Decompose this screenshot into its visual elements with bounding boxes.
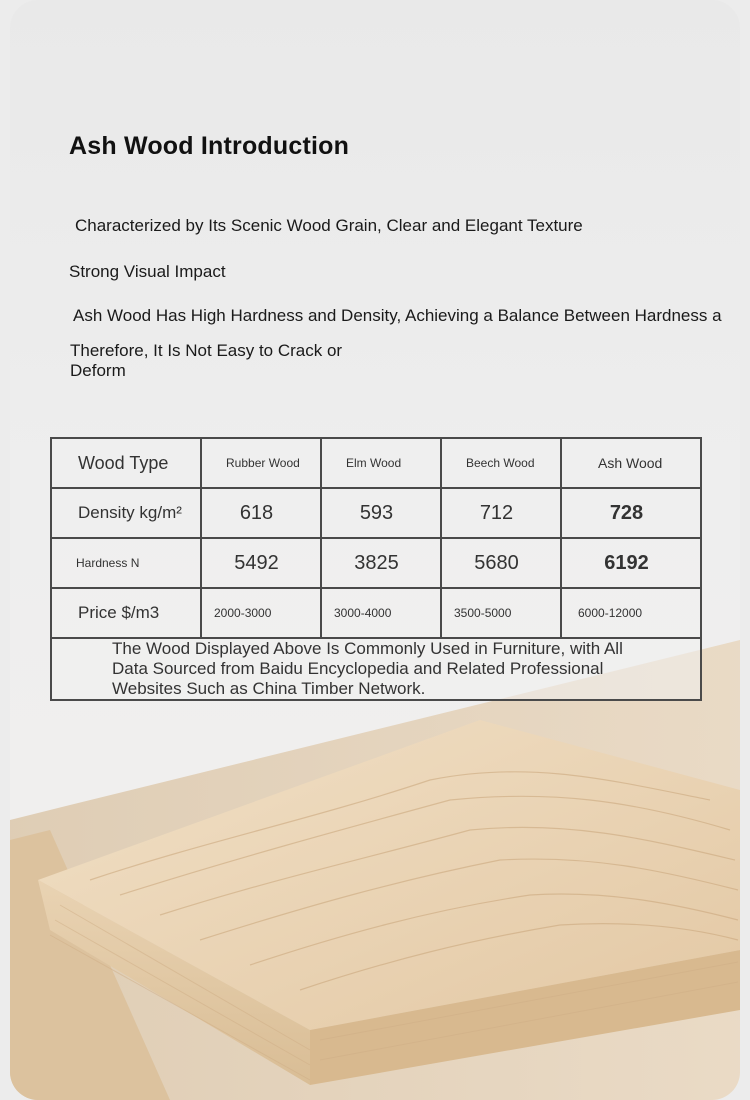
table-header-row: [51, 438, 701, 488]
header-elm-wood: Elm Wood: [321, 438, 441, 488]
price-rubber: 2000-3000: [201, 588, 321, 638]
header-wood-type: Wood Type: [51, 438, 201, 488]
table-note-row: [51, 638, 701, 700]
intro-line-impact: Strong Visual Impact: [69, 262, 226, 281]
price-ash: 6000-12000: [561, 588, 701, 638]
table-row-price: [51, 588, 701, 638]
price-elm: 3000-4000: [321, 588, 441, 638]
header-rubber-wood: Rubber Wood: [201, 438, 321, 488]
wood-comparison-table: [50, 437, 702, 701]
density-beech: 712: [441, 488, 561, 538]
table-row-density: [51, 488, 701, 538]
header-ash-wood: Ash Wood: [561, 438, 701, 488]
density-rubber: 618: [201, 488, 321, 538]
price-beech: 3500-5000: [441, 588, 561, 638]
product-card: [10, 0, 740, 1100]
hardness-ash: 6192: [561, 538, 701, 588]
row-label-hardness: Hardness N: [51, 538, 201, 588]
intro-line-deform: Therefore, It Is Not Easy to Crack or Deform: [70, 341, 343, 380]
hardness-elm: 3825: [321, 538, 441, 588]
intro-line-grain: Characterized by Its Scenic Wood Grain, Clear and Elegant Texture: [75, 216, 583, 235]
row-label-price: Price $/m3: [51, 588, 201, 638]
table-row-hardness: [51, 538, 701, 588]
density-ash: 728: [561, 488, 701, 538]
intro-line-hardness: Ash Wood Has High Hardness and Density, Achieving a Balance Between Hardness a: [73, 306, 722, 325]
hardness-beech: 5680: [441, 538, 561, 588]
header-beech-wood: Beech Wood: [441, 438, 561, 488]
hardness-rubber: 5492: [201, 538, 321, 588]
table-source-note: The Wood Displayed Above Is Commonly Used in Furniture, with All Data Sourced from Baidu Encyclopedia and Related Professional Websites Such as China Timber Network.: [51, 638, 701, 700]
section-title: Ash Wood Introduction: [69, 132, 350, 160]
row-label-density: Density kg/m²: [51, 488, 201, 538]
density-elm: 593: [321, 488, 441, 538]
